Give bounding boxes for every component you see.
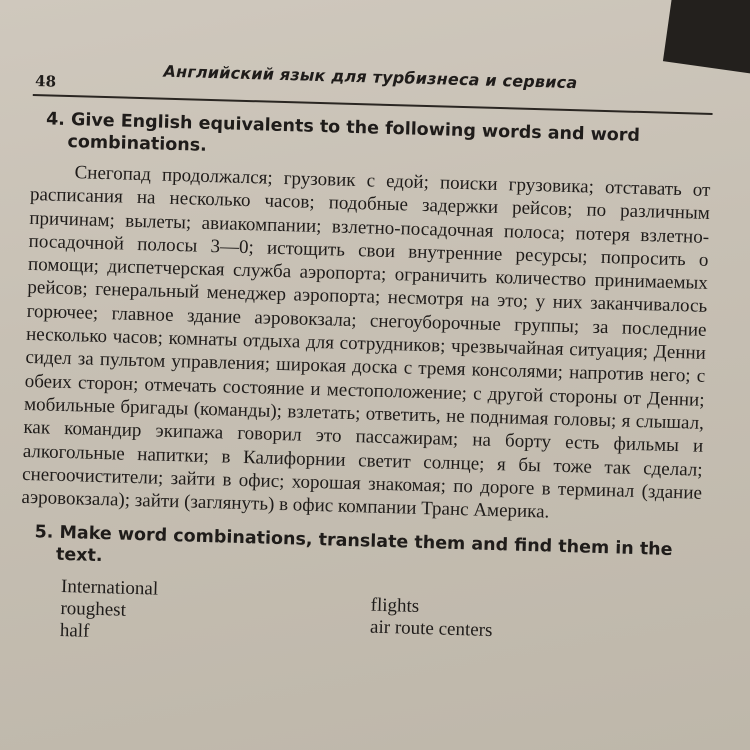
word-item: roughest [60, 598, 127, 622]
right-word-column [370, 595, 494, 642]
word-item: International [60, 576, 159, 601]
page-number: 48 [34, 72, 57, 91]
page-content [17, 52, 714, 674]
left-word-column [60, 576, 159, 645]
word-item: air route centers [369, 617, 493, 642]
task-4-text: Снегопад продолжался; грузовик с едой; поиски грузовика; отставать от расписания на несколько часов; подобные задержки рейсов; по различным причинам; вылеты; авиакомпании; взлетно-посадочная полоса; потеря взлетно-посадочной полосы 3—0; истощить свои внутренние ресурсы; попросить о помощи; диспетчерская служба аэропорта; ограничить количество принимаемых рейсов; генеральный менеджер аэропорта; несмотря на это; у них заканчивалось горючее; главное здание аэровокзала; снегоуборочные группы; за последние несколько часов; комнаты отдыха для сотрудников; чрезвычайная ситуация; Денни сидел за пультом управления; широкая доска с тремя консолями; напротив него; с обеих сторон; отмечать состояние и местоположение; с другой стороны от Денни; мобильные бригады (команды); взлетать; ответить, не поднимая головы; я слышал, как командир экипажа говорил это пассажирам; на борту есть фильмы и алкогольные напитки; в Калифорнии светит солнце; я бы тоже так сделал; снегоочистители; зайти в офис; хорошая знакомая; по дороге в терминал (здание аэровокзала); зайти (заглянуть) в офис компании Транс Америка. [21, 162, 711, 523]
word-item: flights [370, 595, 420, 618]
word-columns [17, 575, 699, 674]
page-header [33, 52, 714, 105]
word-item: half [59, 620, 90, 643]
background-corner [663, 0, 750, 78]
running-title: Английский язык для турбизнеса и сервиса [163, 61, 578, 93]
task-4-heading: 4. Give English equivalents to the following words and word combinations. [45, 109, 641, 156]
task-5-heading: 5. Make word combinations, translate them and find them in the text. [34, 522, 673, 567]
